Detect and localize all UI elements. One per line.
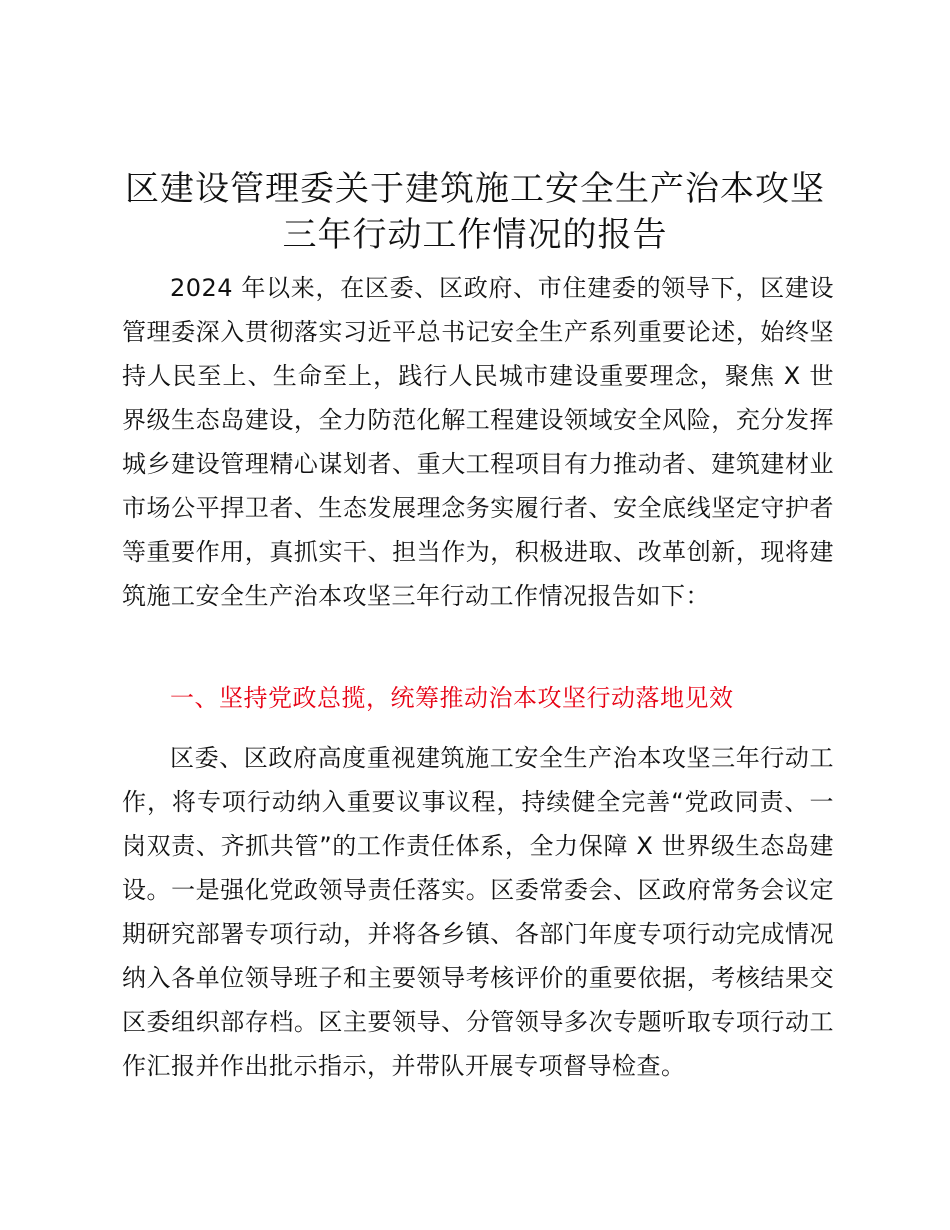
section-1-paragraph: 区委、区政府高度重视建筑施工安全生产治本攻坚三年行动工作，将专项行动纳入重要议事议程，持续健全完善“党政同责、一岗双责、齐抓共管”的工作责任体系，全力保障 X 世界级生态岛建设。一是强化党政领导责任落实。区委常委会、区政府常务会议定期研究部署专项行动，并将各乡镇、各部门年度专项行动完成情况纳入各单位领导班子和主要领导考核评价的重要依据，考核结果交区委组织部存档。区主要领导、分管领导多次专题听取专项行动工作汇报并作出批示指示，并带队开展专项督导检查。 [122, 744, 834, 1080]
intro-paragraph: 2024 年以来，在区委、区政府、市住建委的领导下，区建设管理委深入贯彻落实习近平总书记安全生产系列重要论述，始终坚持人民至上、生命至上，践行人民城市建设重要理念，聚焦 X 世界级生态岛建设，全力防范化解工程建设领域安全风险，充分发挥城乡建设管理精心谋划者、重大工程项目有力推动者、建筑建材业市场公平捍卫者、生态发展理念务实履行者、安全底线坚定守护者等重要作用，真抓实干、担当作为，积极进取、改革创新，现将建筑施工安全生产治本攻坚三年行动工作情况报告如下： [122, 274, 834, 610]
section-1-heading: 一、坚持党政总揽，统筹推动治本攻坚行动落地见效 [170, 684, 734, 712]
document-title-line-1: 区建设管理委关于建筑施工安全生产治本攻坚 [125, 169, 825, 209]
document-title-line-2: 三年行动工作情况的报告 [282, 215, 668, 255]
